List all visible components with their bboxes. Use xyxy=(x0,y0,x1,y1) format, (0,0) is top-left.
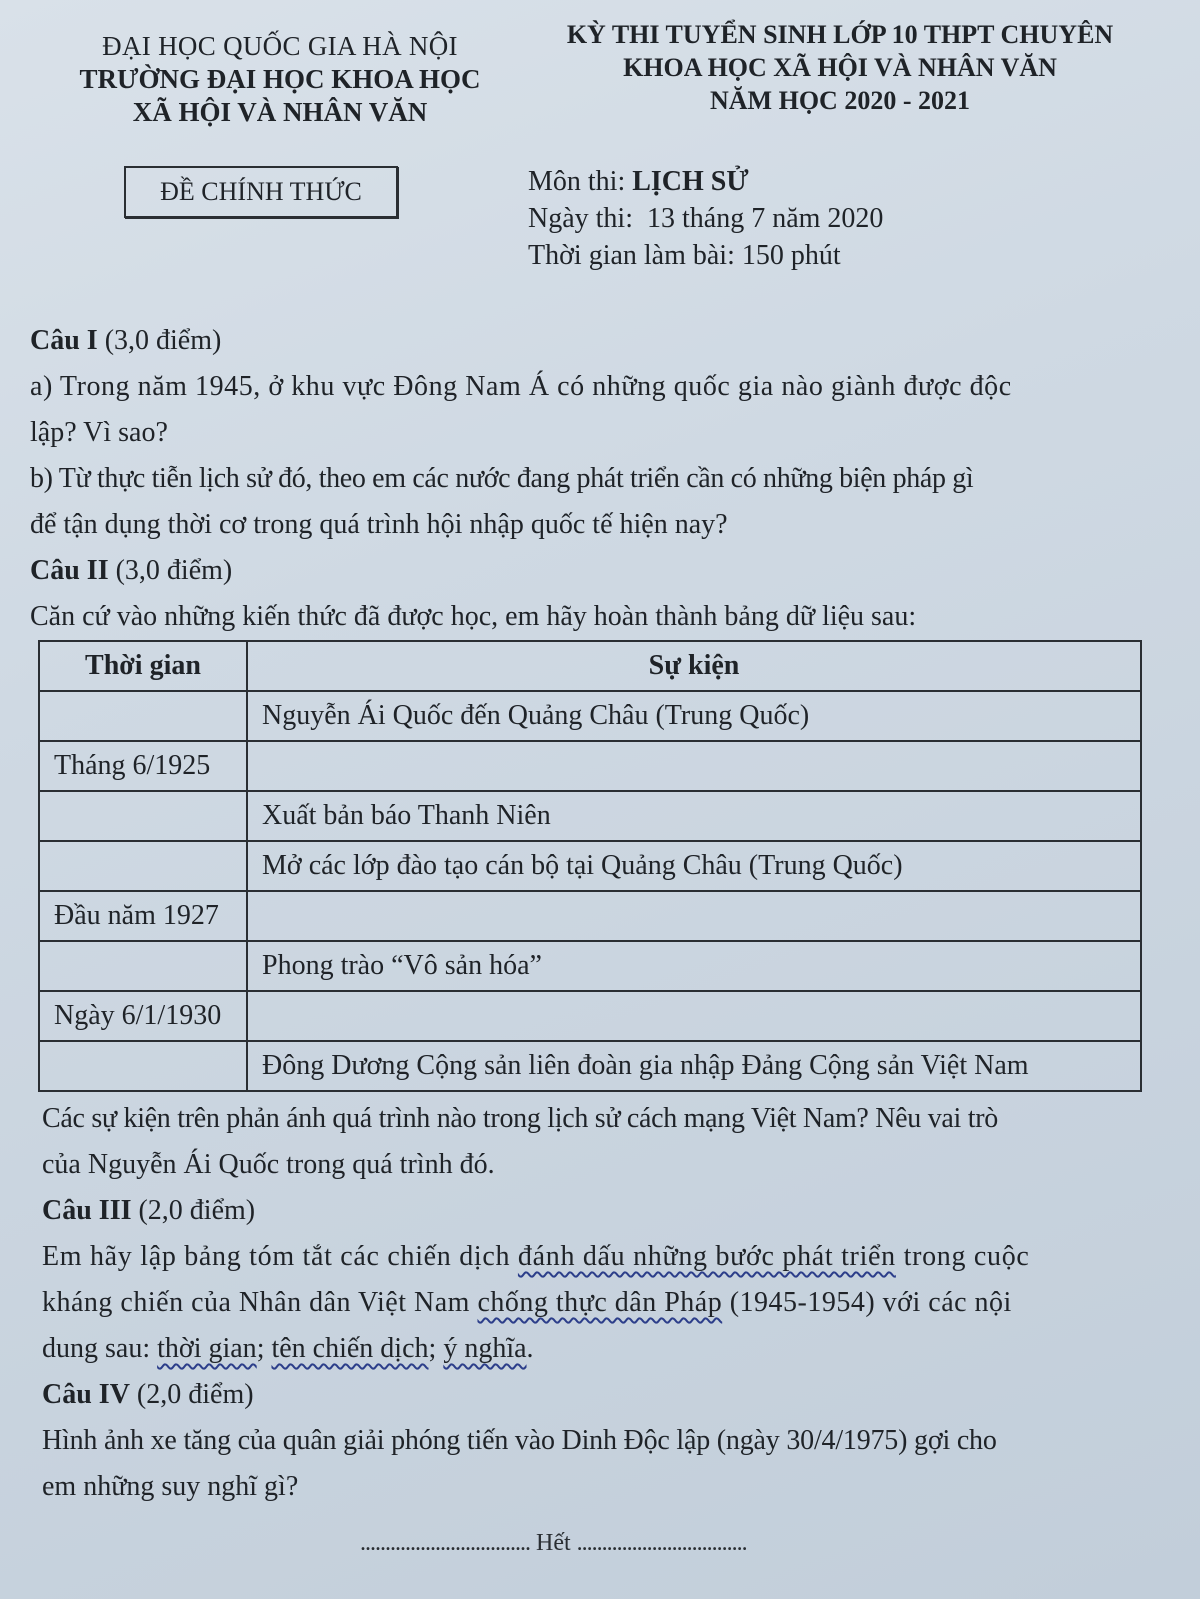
column-header-time: Thời gian xyxy=(39,641,247,691)
exam-title-line1: KỲ THI TUYỂN SINH LỚP 10 THPT CHUYÊN xyxy=(566,20,1114,49)
question-1-points: (3,0 điểm) xyxy=(104,325,222,356)
time-cell xyxy=(39,1041,247,1091)
separator: ; xyxy=(256,1333,272,1364)
exam-title-line2: KHOA HỌC XÃ HỘI VÀ NHÂN VĂN xyxy=(623,53,1057,82)
handwritten-underline: chống thực dân Pháp xyxy=(477,1287,723,1318)
time-cell xyxy=(39,791,247,841)
exam-info xyxy=(528,163,883,274)
header-institution xyxy=(40,30,520,129)
question-2-heading xyxy=(30,548,1170,594)
table-header-row xyxy=(39,641,1141,691)
question-4-heading xyxy=(42,1372,1142,1418)
time-cell: Tháng 6/1925 xyxy=(39,741,247,791)
question-3-line1 xyxy=(42,1234,1142,1280)
end-marker xyxy=(360,1530,747,1557)
event-cell: Xuất bản báo Thanh Niên xyxy=(247,791,1141,841)
handwritten-underline: thời gian xyxy=(157,1333,257,1364)
question-1b-line2: để tận dụng thời cơ trong quá trình hội nhập quốc tế hiện nay? xyxy=(30,509,728,540)
question-3-text: Em hãy lập bảng tóm tắt các chiến dịch xyxy=(42,1241,518,1272)
time-cell xyxy=(39,941,247,991)
school-name-line1: TRƯỜNG ĐẠI HỌC KHOA HỌC xyxy=(79,64,481,94)
question-4-points: (2,0 điểm) xyxy=(136,1379,254,1410)
question-3-title: Câu III xyxy=(42,1195,132,1226)
question-3-line3 xyxy=(42,1326,1142,1372)
official-exam-badge: ĐỀ CHÍNH THỨC xyxy=(124,166,398,218)
question-1-title: Câu I xyxy=(30,325,98,356)
table-row xyxy=(39,941,1141,991)
date-row xyxy=(528,200,883,237)
date-value: 13 tháng 7 năm 2020 xyxy=(647,203,884,234)
event-cell xyxy=(247,891,1141,941)
question-4-line2: em những suy nghĩ gì? xyxy=(42,1471,299,1502)
event-cell: Mở các lớp đào tạo cán bộ tại Quảng Châu (Trung Quốc) xyxy=(247,841,1141,891)
handwritten-underline: tên chiến dịch xyxy=(271,1333,429,1364)
question-3-text: dung sau: xyxy=(42,1333,158,1364)
handwritten-underline: đánh dấu những bước phát triển xyxy=(517,1241,896,1272)
table-row xyxy=(39,691,1141,741)
date-label: Ngày thi: xyxy=(528,203,633,234)
question-2-followup-line1: Các sự kiện trên phản ánh quá trình nào trong lịch sử cách mạng Việt Nam? Nêu vai trò xyxy=(42,1103,998,1134)
time-cell: Ngày 6/1/1930 xyxy=(39,991,247,1041)
question-3-line2 xyxy=(42,1280,1142,1326)
header-exam xyxy=(520,18,1160,117)
question-1 xyxy=(30,318,1170,640)
duration-value: 150 phút xyxy=(741,240,841,271)
school-name-line2: XÃ HỘI VÀ NHÂN VĂN xyxy=(132,97,428,127)
table-row xyxy=(39,741,1141,791)
table-row xyxy=(39,791,1141,841)
question-3-points: (2,0 điểm) xyxy=(138,1195,256,1226)
question-2-points: (3,0 điểm) xyxy=(115,555,233,586)
question-3-text: (1945-1954) với các nội xyxy=(722,1287,1012,1318)
question-3-text: kháng chiến của Nhân dân Việt Nam xyxy=(42,1287,478,1318)
question-3-text: trong cuộc xyxy=(895,1241,1030,1272)
question-1-heading xyxy=(30,318,1170,364)
duration-label: Thời gian làm bài: xyxy=(528,240,735,271)
question-4-line1: Hình ảnh xe tăng của quân giải phóng tiến vào Dinh Độc lập (ngày 30/4/1975) gợi cho xyxy=(42,1425,997,1456)
question-1a-line1: a) Trong năm 1945, ở khu vực Đông Nam Á có những quốc gia nào giành được độc xyxy=(30,371,1012,402)
column-header-event: Sự kiện xyxy=(247,641,1141,691)
subject-label: Môn thi: xyxy=(528,166,626,197)
table-row xyxy=(39,841,1141,891)
question-1b-line1: b) Từ thực tiễn lịch sử đó, theo em các nước đang phát triển cần có những biện pháp gì xyxy=(30,463,974,494)
separator: . xyxy=(526,1333,534,1364)
exam-year: NĂM HỌC 2020 - 2021 xyxy=(710,86,970,115)
question-2-intro: Căn cứ vào những kiến thức đã được học, em hãy hoàn thành bảng dữ liệu sau: xyxy=(30,601,917,632)
subject-row xyxy=(528,163,883,200)
time-cell xyxy=(39,691,247,741)
dots-left: .................................. xyxy=(360,1530,530,1556)
question-2-followup-line2: của Nguyễn Ái Quốc trong quá trình đó. xyxy=(42,1149,495,1180)
end-label: Hết xyxy=(530,1530,577,1556)
subject-value: LỊCH SỬ xyxy=(632,166,749,197)
event-cell xyxy=(247,991,1141,1041)
table-row xyxy=(39,891,1141,941)
university-name: ĐẠI HỌC QUỐC GIA HÀ NỘI xyxy=(102,31,458,61)
table-row xyxy=(39,991,1141,1041)
duration-row xyxy=(528,237,883,274)
event-cell: Đông Dương Cộng sản liên đoàn gia nhập Đảng Cộng sản Việt Nam xyxy=(247,1041,1141,1091)
separator: ; xyxy=(428,1333,444,1364)
dots-right: .................................. xyxy=(576,1530,747,1556)
time-cell: Đầu năm 1927 xyxy=(39,891,247,941)
table-row xyxy=(39,1041,1141,1091)
event-cell xyxy=(247,741,1141,791)
question-2-title: Câu II xyxy=(30,555,109,586)
question-1a-line2: lập? Vì sao? xyxy=(30,417,168,448)
question-2-followup xyxy=(42,1096,1142,1510)
event-cell: Phong trào “Vô sản hóa” xyxy=(247,941,1141,991)
question-4-title: Câu IV xyxy=(42,1379,130,1410)
handwritten-underline: ý nghĩa xyxy=(443,1333,527,1364)
question-3-heading xyxy=(42,1188,1142,1234)
time-cell xyxy=(39,841,247,891)
event-cell: Nguyễn Ái Quốc đến Quảng Châu (Trung Quốc) xyxy=(247,691,1141,741)
events-table xyxy=(38,640,1142,1092)
